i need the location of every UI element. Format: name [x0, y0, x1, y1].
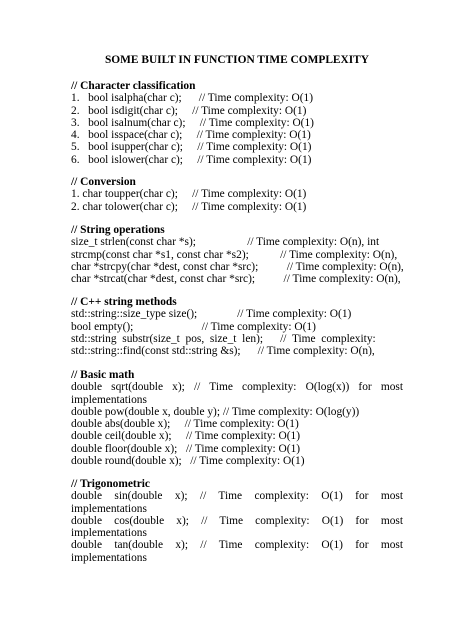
- section-heading: // String operations: [71, 224, 165, 236]
- code-line: 2. char tolower(char c); // Time complexity: O(1): [71, 200, 307, 213]
- section-heading: // Trigonometric: [71, 478, 150, 490]
- section-heading: // Character classification: [71, 80, 196, 92]
- code-line: 1. bool isalpha(char c); // Time complexity: O(1): [71, 92, 314, 105]
- code-line: double abs(double x); // Time complexity: O(1): [71, 418, 299, 431]
- code-line: double tan(double x); // Time complexity: O(1) for most implementations: [71, 539, 403, 564]
- code-line: size_t strlen(const char *s); // Time complexity: O(n), int: [71, 236, 380, 249]
- section-character-classification: [71, 80, 403, 166]
- section-cpp-string-methods: [71, 296, 403, 357]
- code-line: 5. bool isupper(char c); // Time complexity: O(1): [71, 141, 312, 154]
- code-line: 4. bool isspace(char c); // Time complexity: O(1): [71, 129, 311, 142]
- section-string-operations: [71, 224, 403, 285]
- code-line: std::string substr(size_t pos, size_t len); // Time complexity:: [71, 332, 376, 345]
- section-heading: // Conversion: [71, 176, 136, 188]
- code-line: 1. char toupper(char c); // Time complexity: O(1): [71, 188, 307, 201]
- code-line: double sin(double x); // Time complexity: O(1) for most implementations: [71, 490, 403, 515]
- code-line: double round(double x); // Time complexity: O(1): [71, 455, 305, 468]
- section-heading: // Basic math: [71, 369, 135, 381]
- code-line: double ceil(double x); // Time complexity: O(1): [71, 430, 301, 443]
- code-line: 3. bool isalnum(char c); // Time complexity: O(1): [71, 116, 314, 129]
- code-line: 2. bool isdigit(char c); // Time complexity: O(1): [71, 104, 307, 117]
- section-basic-math: [71, 369, 403, 467]
- code-line: strcmp(const char *s1, const char *s2); // Time complexity: O(n),: [71, 248, 398, 261]
- code-line: 6. bool islower(char c); // Time complexity: O(1): [71, 153, 312, 166]
- code-line: char *strcat(char *dest, const char *src); // Time complexity: O(n),: [71, 273, 401, 286]
- document-title: SOME BUILT IN FUNCTION TIME COMPLEXITY: [104, 54, 370, 66]
- code-line: double sqrt(double x); // Time complexity: O(log(x)) for most implementations: [71, 381, 403, 406]
- code-line: std::string::find(const std::string &s); // Time complexity: O(n),: [71, 345, 375, 358]
- code-line: std::string::size_type size(); // Time complexity: O(1): [71, 308, 352, 321]
- code-line: char *strcpy(char *dest, const char *src); // Time complexity: O(n),: [71, 260, 404, 273]
- code-line: double floor(double x); // Time complexity: O(1): [71, 442, 301, 455]
- section-conversion: [71, 176, 403, 213]
- section-trigonometric: [71, 478, 403, 564]
- code-line: double cos(double x); // Time complexity: O(1) for most implementations: [71, 514, 403, 540]
- section-heading: // C++ string methods: [71, 296, 177, 308]
- code-line: bool empty(); // Time complexity: O(1): [71, 320, 316, 333]
- code-line: double pow(double x, double y); // Time complexity: O(log(y)): [71, 405, 360, 418]
